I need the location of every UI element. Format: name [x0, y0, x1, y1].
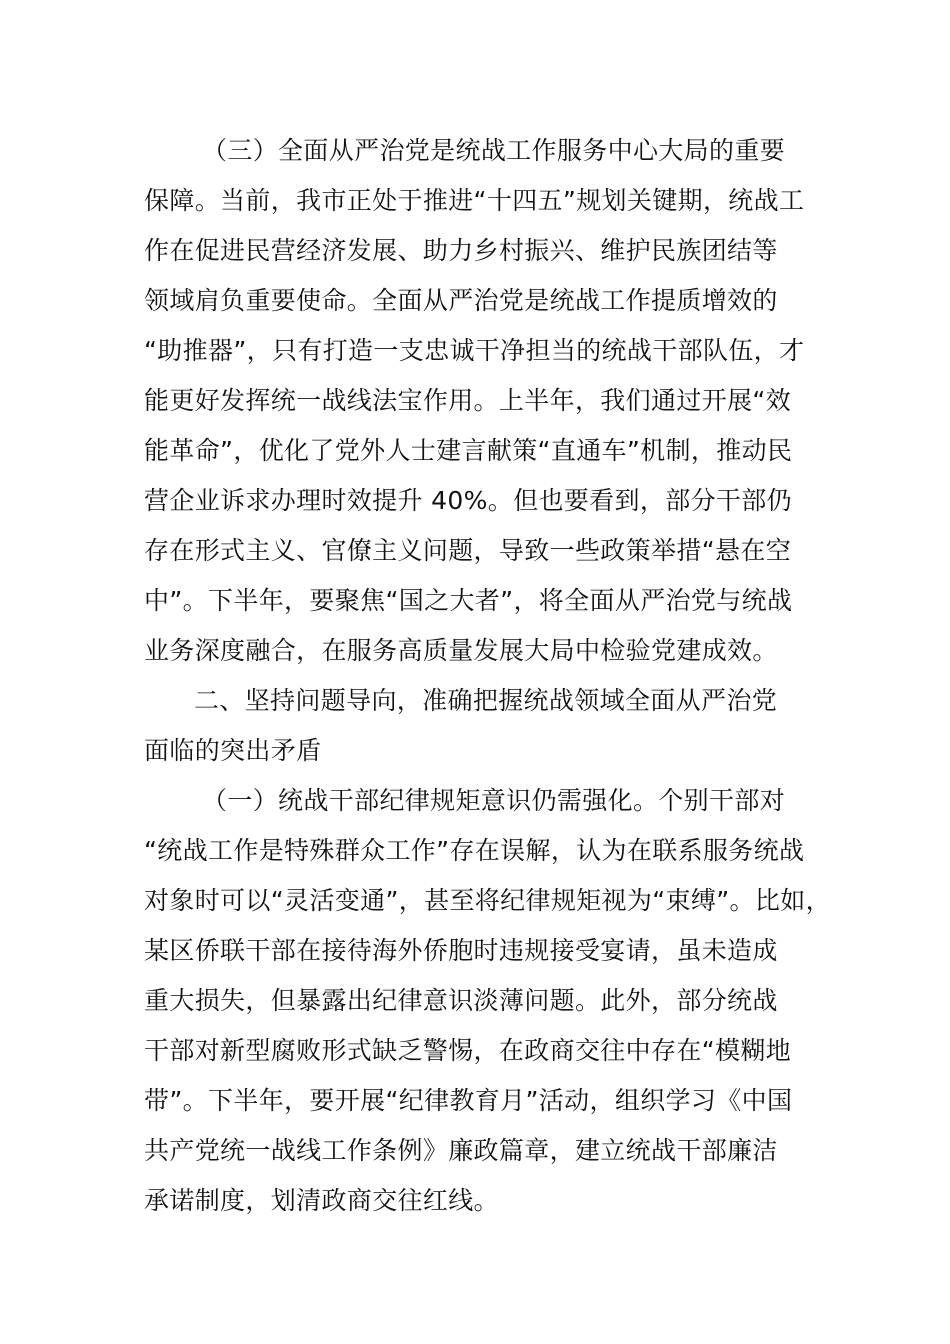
paragraph-3-heading-line: （三）全面从严治党是统战工作服务中心大局的重要: [202, 136, 786, 165]
section-2-heading-continuation: 面临的突出矛盾: [144, 736, 322, 765]
text-line: 对象时可以“灵活变通”，甚至将纪律规矩视为“束缚”。比如，: [144, 886, 831, 915]
text-line: 干部对新型腐败形式缺乏警惕，在政商交往中存在“模糊地: [144, 1036, 792, 1065]
text-line: 作在促进民营经济发展、助力乡村振兴、维护民族团结等: [144, 236, 778, 265]
text-line: 中”。下半年，要聚焦“国之大者”，将全面从严治党与统战: [144, 586, 793, 615]
text-line: “统战工作是特殊群众工作”存在误解，认为在联系服务统战: [144, 836, 805, 865]
text-line: 带”。下半年，要开展“纪律教育月”活动，组织学习《中国: [144, 1086, 793, 1115]
text-line: 存在形式主义、官僚主义问题，导致一些政策举措“悬在空: [144, 536, 792, 565]
text-line: 能更好发挥统一战线法宝作用。上半年，我们通过开展“效: [144, 386, 792, 415]
text-line: 重大损失，但暴露出纪律意识淡薄问题。此外，部分统战: [144, 986, 778, 1015]
section-2-heading-line: 二、坚持问题导向，准确把握统战领域全面从严治党: [194, 686, 778, 715]
text-line: 承诺制度，划清政商交往红线。: [144, 1186, 499, 1215]
paragraph-1-heading-line: （一）统战干部纪律规矩意识仍需强化。个别干部对: [202, 786, 786, 815]
text-line: 营企业诉求办理时效提升 40%。但也要看到，部分干部仍: [144, 486, 792, 515]
text-line: 领域肩负重要使命。全面从严治党是统战工作提质增效的: [144, 286, 778, 315]
text-line: 某区侨联干部在接待海外侨胞时违规接受宴请，虽未造成: [144, 936, 778, 965]
text-line: “助推器”，只有打造一支忠诚干净担当的统战干部队伍，才: [144, 336, 805, 365]
document-body: [144, 126, 831, 1226]
text-line: 保障。当前，我市正处于推进“十四五”规划关键期，统战工: [144, 186, 805, 215]
text-line: 业务深度融合，在服务高质量发展大局中检验党建成效。: [144, 636, 778, 665]
text-line: 共产党统一战线工作条例》廉政篇章，建立统战干部廉洁: [144, 1136, 778, 1165]
text-line: 能革命”，优化了党外人士建言献策“直通车”机制，推动民: [144, 436, 793, 465]
